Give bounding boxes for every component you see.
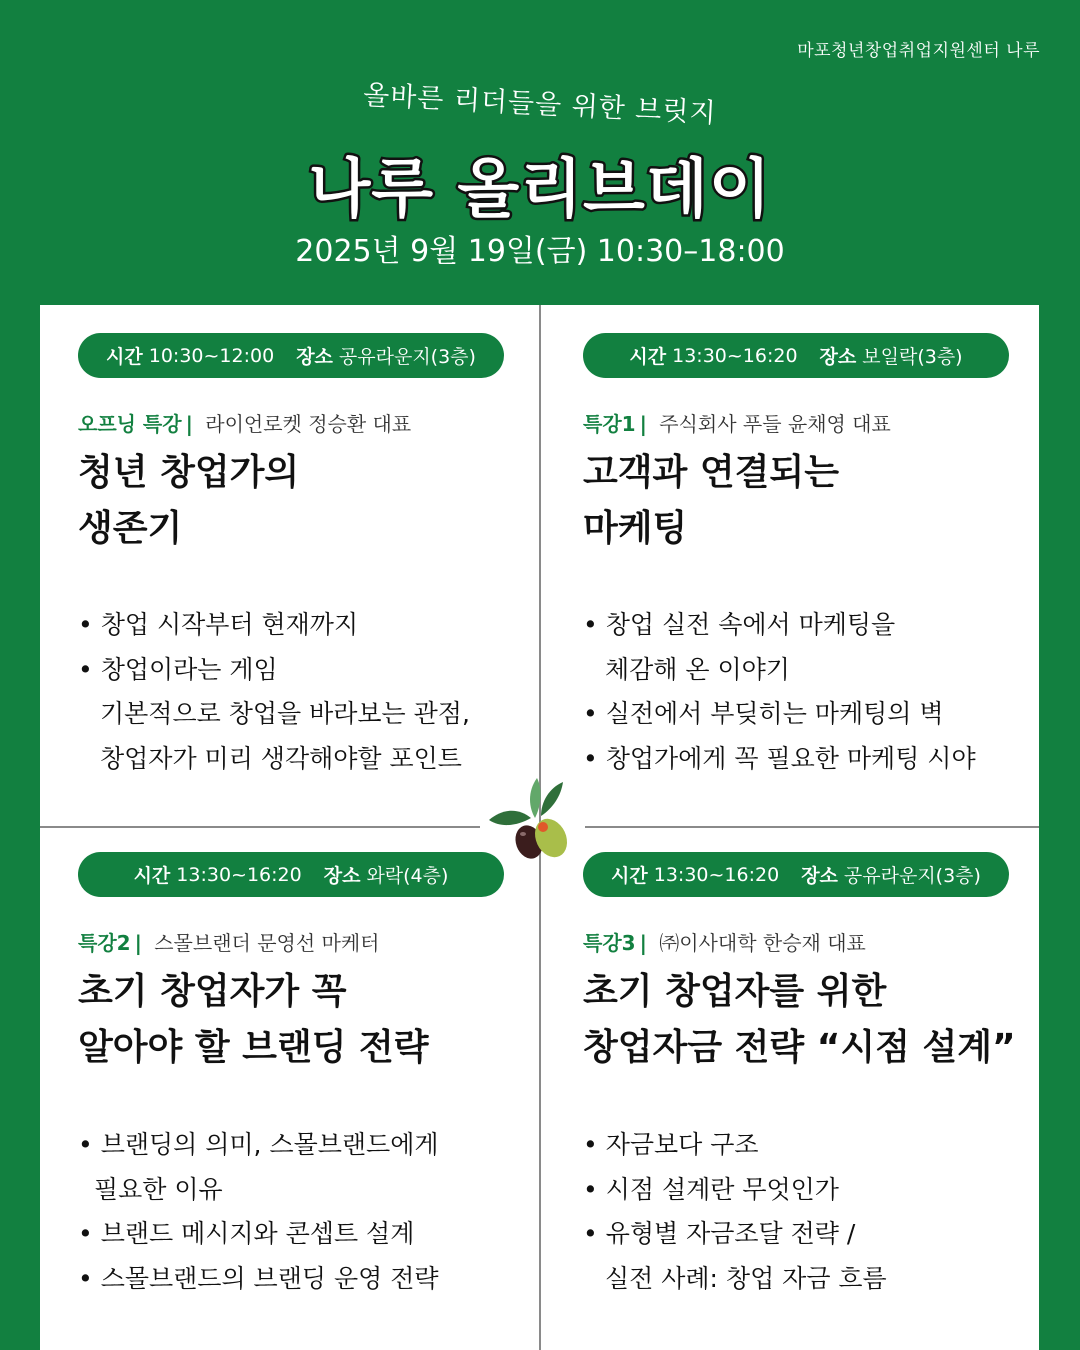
list-item: • 자금보다 구조 — [583, 1130, 759, 1159]
session-place: 공유라운지(3층) — [843, 865, 981, 887]
session-time: 10:30~12:00 — [148, 344, 275, 367]
session-time: 13:30~16:20 — [653, 863, 780, 886]
list-item: • 유형별 자금조달 전략 / — [583, 1219, 856, 1248]
session-speaker: 라이언로켓 정승환 대표 — [205, 412, 412, 436]
place-label: 장소 — [323, 865, 361, 887]
list-item: • 창업 시작부터 현재까지 — [78, 610, 359, 639]
list-item: • 시점 설계란 무엇인가 — [583, 1174, 839, 1204]
session-bullets: • 자금보다 구조 • 시점 설계란 무엇인가 • 유형별 자금조달 전략 / 실전 사례: 창업 자금 흐름 — [583, 1123, 887, 1301]
session-speaker-line: 특강2 | 스몰브랜더 문영선 마케터 — [78, 931, 380, 955]
session-label: 특강2 — [78, 931, 131, 955]
session-speaker: ㈜이사대학 한승재 대표 — [659, 931, 866, 955]
session-speaker-line: 오프닝 특강 | 라이언로켓 정승환 대표 — [78, 412, 412, 436]
event-title: 나루 올리브데이 — [308, 153, 772, 227]
time-label: 시간 — [611, 865, 648, 887]
list-item: • 창업 실전 속에서 마케팅을 — [583, 610, 896, 639]
session-card-3 — [545, 827, 1015, 1350]
session-speaker-line: 특강3 | ㈜이사대학 한승재 대표 — [583, 931, 866, 955]
list-item: • 창업가에게 꼭 필요한 마케팅 시야 — [583, 743, 976, 773]
place-label: 장소 — [801, 865, 838, 887]
session-label: 특강3 — [583, 931, 636, 955]
schedule-board — [40, 305, 1039, 1350]
session-speaker: 주식회사 푸들 윤채영 대표 — [659, 412, 891, 436]
session-label: 특강1 — [583, 412, 636, 436]
session-bullets: • 창업 실전 속에서 마케팅을 체감해 온 이야기 • 실전에서 부딪히는 마케팅의 벽 • 창업가에게 꼭 필요한 마케팅 시야 — [583, 603, 976, 781]
session-time-place-pill — [583, 852, 1009, 897]
time-label: 시간 — [133, 865, 171, 887]
session-title: 청년 창업가의 생존기 — [78, 452, 300, 549]
session-card-1 — [545, 305, 1015, 826]
list-item: • 브랜드 메시지와 콘셉트 설계 — [78, 1219, 415, 1248]
session-time-place-pill — [583, 333, 1009, 378]
event-date: 2025년 9월 19일(금) 10:30–18:00 — [295, 234, 785, 269]
session-card-2 — [40, 827, 510, 1350]
session-speaker-line: 특강1 | 주식회사 푸들 윤채영 대표 — [583, 412, 891, 436]
session-place: 공유라운지(3층) — [338, 346, 476, 368]
time-label: 시간 — [629, 346, 667, 368]
list-item: • 브랜딩의 의미, 스몰브랜드에게 — [78, 1130, 439, 1159]
session-title: 고객과 연결되는 마케팅 — [583, 452, 839, 549]
session-time: 13:30~16:20 — [176, 863, 302, 886]
session-time-place-pill — [78, 852, 504, 897]
time-label: 시간 — [106, 346, 143, 368]
list-item: • 스몰브랜드의 브랜딩 운영 전략 — [78, 1263, 439, 1293]
session-time: 13:30~16:20 — [672, 344, 798, 367]
session-speaker: 스몰브랜더 문영선 마케터 — [154, 931, 380, 955]
session-title: 초기 창업자가 꼭 알아야 할 브랜딩 전략 — [78, 971, 429, 1068]
session-bullets: • 브랜딩의 의미, 스몰브랜드에게 필요한 이유 • 브랜드 메시지와 콘셉트 설계 • 스몰브랜드의 브랜딩 운영 전략 — [78, 1123, 439, 1301]
session-label: 오프닝 특강 — [78, 412, 182, 436]
session-place: 보일락(3층) — [862, 346, 963, 368]
session-place: 와락(4층) — [366, 865, 449, 887]
session-bullets: • 창업 시작부터 현재까지 • 창업이라는 게임 기본적으로 창업을 바라보는 관점, 창업자가 미리 생각해야할 포인트 — [78, 603, 470, 781]
session-time-place-pill — [78, 333, 504, 378]
list-item: • 창업이라는 게임 — [78, 654, 278, 684]
session-title: 초기 창업자를 위한 창업자금 전략 “시점 설계” — [583, 971, 1016, 1068]
list-item: • 실전에서 부딪히는 마케팅의 벽 — [583, 699, 944, 728]
place-label: 장소 — [819, 346, 857, 368]
session-card-opening — [40, 305, 510, 826]
place-label: 장소 — [296, 346, 333, 368]
event-subtitle: 올바른 리더들을 위한 브릿지 — [362, 79, 718, 130]
org-name: 마포청년창업취업지원센터 나루 — [797, 41, 1040, 61]
olive-branch-icon — [485, 770, 585, 870]
